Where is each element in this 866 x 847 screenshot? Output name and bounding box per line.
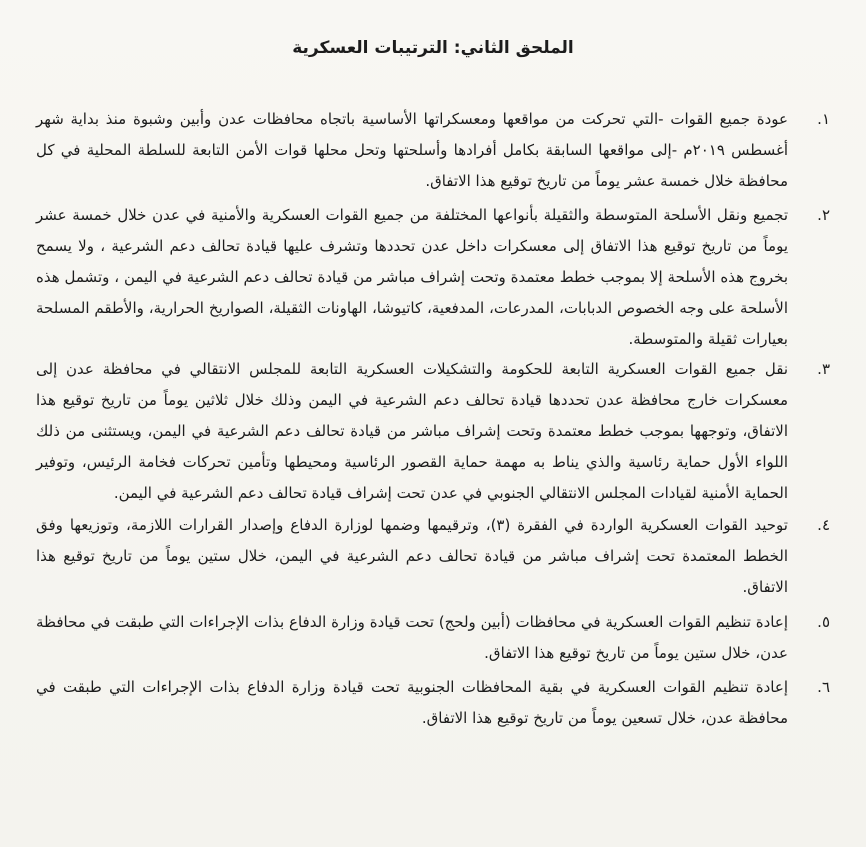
list-item — [36, 510, 830, 602]
list-item — [36, 104, 830, 196]
item-number: ٦. — [817, 678, 830, 697]
item-text: إعادة تنظيم القوات العسكرية في محافظات (أبين ولحج) تحت قيادة وزارة الدفاع بذات الإجراءات التي طبقت في محافظة عدن، خلال ستين يوماً من تاريخ توقيع هذا الاتفاق. — [36, 612, 788, 662]
list-item — [36, 200, 830, 354]
item-text: تجميع ونقل الأسلحة المتوسطة والثقيلة بأنواعها المختلفة من جميع القوات العسكرية والأمنية في عدن خلال خمسة عشر يوماً من تاريخ توقيع هذا الاتفاق إلى معسكرات داخل عدن تحددها وتشرف عليها قيادة تحالف دعم الشرعية ، ولا يسمح بخروج هذه الأسلحة إلا بموجب خطط معتمدة وتحت إشراف مباشر من قيادة تحالف دعم الشرعية في اليمن ، وتشمل هذه الأسلحة على وجه الخصوص الدبابات، المدرعات، المدفعية، كاتيوشا، الهاونات الثقيلة، الصواريخ الحرارية، والأطقم المسلحة بعيارات ثقيلة والمتوسطة. — [36, 206, 788, 348]
list-item — [36, 607, 830, 669]
item-number: ٣. — [817, 360, 830, 379]
item-number: ٢. — [817, 206, 830, 225]
item-text: إعادة تنظيم القوات العسكرية في بقية المحافظات الجنوبية تحت قيادة وزارة الدفاع بذات الإجراءات التي طبقت في محافظة عدن، خلال تسعين يوماً من تاريخ توقيع هذا الاتفاق. — [36, 678, 788, 728]
item-text: نقل جميع القوات العسكرية التابعة للحكومة والتشكيلات العسكرية التابعة للمجلس الانتقالي في محافظة عدن إلى معسكرات خارج محافظة عدن تحددها قيادة تحالف دعم الشرعية في اليمن وذلك خلال ثلاثين يوماً من تاريخ توقيع هذا الاتفاق، وتوجهها بموجب خطط معتمدة وتحت إشراف مباشر من قيادة تحالف دعم الشرعية في اليمن، ويستثنى من ذلك اللواء الأول حماية رئاسية والذي يناط به مهمة حماية القصور الرئاسية ومحيطها وتأمين تحركات فخامة الرئيس، وتوفير الحماية الأمنية لقيادات المجلس الانتقالي الجنوبي في عدن تحت إشراف قيادة تحالف دعم الشرعية في اليمن. — [36, 360, 788, 502]
list-item — [36, 672, 830, 734]
item-number: ٥. — [817, 612, 830, 631]
list-item — [36, 354, 830, 508]
item-number: ٤. — [817, 516, 830, 535]
item-number: ١. — [817, 110, 830, 128]
item-text: توحيد القوات العسكرية الواردة في الفقرة (٣)، وترقيمها وضمها لوزارة الدفاع وإصدار القرارات اللازمة، وتوزيعها وفق الخطط المعتمدة تحت إشراف مباشر من قيادة تحالف دعم الشرعية في اليمن، خلال ستين يوماً من تاريخ توقيع هذا الاتفاق. — [36, 516, 788, 596]
page-title: الملحق الثاني: الترتيبات العسكرية — [292, 38, 574, 58]
arrangements-list — [36, 104, 830, 734]
item-text: عودة جميع القوات -التي تحركت من مواقعها ومعسكراتها الأساسية باتجاه محافظات عدن وأبين وشبوة منذ بداية شهر أغسطس ٢٠١٩م -إلى مواقعها السابقة بكامل أفرادها وأسلحتها وتحل محلها قوات الأمن التابعة للسلطة المحلية في كل محافظة خلال خمسة عشر يوماً من تاريخ توقيع هذا الاتفاق. — [36, 110, 788, 190]
